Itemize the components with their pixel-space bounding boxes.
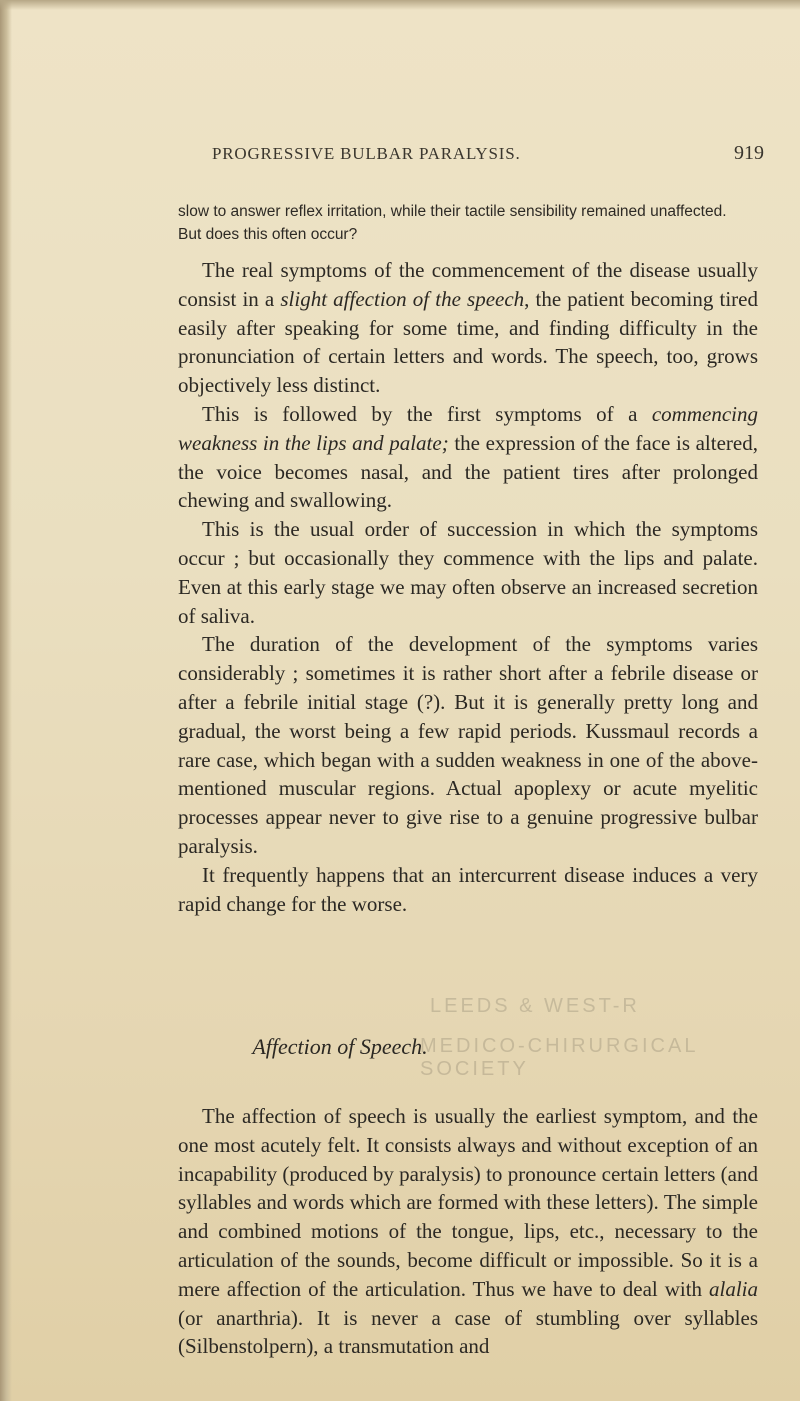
section-heading: Affection of Speech.: [252, 1034, 428, 1059]
section-text: [178, 1102, 758, 1361]
continued-paragraph: [178, 200, 758, 246]
continued-line-1: slow to answer reflex irritation, while their tactile sensibility remained unaffected.: [178, 203, 727, 220]
paragraph-weakness: This is followed by the first symptoms of a commencing weakness in the lips and palate; the expression of the face is altered, the voice becomes nasal, and the patient tires after prolonged chewing and swallowing.: [178, 401, 758, 513]
running-title: PROGRESSIVE BULBAR PARALYSIS.: [212, 144, 521, 163]
page-header: [0, 144, 800, 168]
stamp-line-2: MEDICO-CHIRURGICAL SOCIETY: [420, 1035, 698, 1080]
main-text: [178, 256, 758, 918]
paragraph-intercurrent: It frequently happens that an intercurrent disease induces a very rapid change for the worse.: [178, 862, 758, 916]
paragraph-duration: The duration of the development of the symptoms varies considerably ; sometimes it is rather short after a febrile disease or after a febrile initial stage (?). But it is generally pretty long and gradual, the worst being a few rapid periods. Kussmaul records a rare case, which began with a sudden weakness in one of the above-mentioned muscular regions. Actual apoplexy or acute myelitic processes appear never to give rise to a genuine progressive bulbar paralysis.: [178, 632, 758, 858]
paragraph-symptoms: The real symptoms of the commencement of the disease usually consist in a slight affection of the speech, the patient becoming tired easily after speaking for some time, and finding difficulty in the pronunciation of certain letters and words. The speech, too, grows objectively less distinct.: [178, 258, 758, 398]
emphasis-lips-palate: commencing weakness in the lips and palate;: [178, 401, 758, 455]
stamp-line-1: LEEDS & WEST-R: [430, 995, 640, 1017]
paragraph-succession: This is the usual order of succession in which the symptoms occur ; but occasionally they commence with the lips and palate. Even at this early stage we may often observe an increased secretion of saliva.: [178, 517, 758, 628]
emphasis-slight-affection: slight affection of the speech: [280, 286, 525, 311]
page-number: 919: [734, 142, 764, 164]
paragraph-speech-affection: The affection of speech is usually the earliest symptom, and the one most acutely felt. It consists always and without exception of an incapability (produced by paralysis) to pronounce certain letters (and syllables and words which are formed with these letters). The simple and combined motions of the tongue, lips, etc., necessary to the articulation of the sounds, become difficult or impossible. So it is a mere affection of the articulation. Thus we have to deal with alalia (or anarthria). It is never a case of stumbling over syllables (Silbenstolpern), a transmutation and: [178, 1104, 758, 1359]
emphasis-alalia: alalia: [708, 1276, 758, 1301]
continued-line-2: But does this often occur?: [178, 226, 358, 243]
